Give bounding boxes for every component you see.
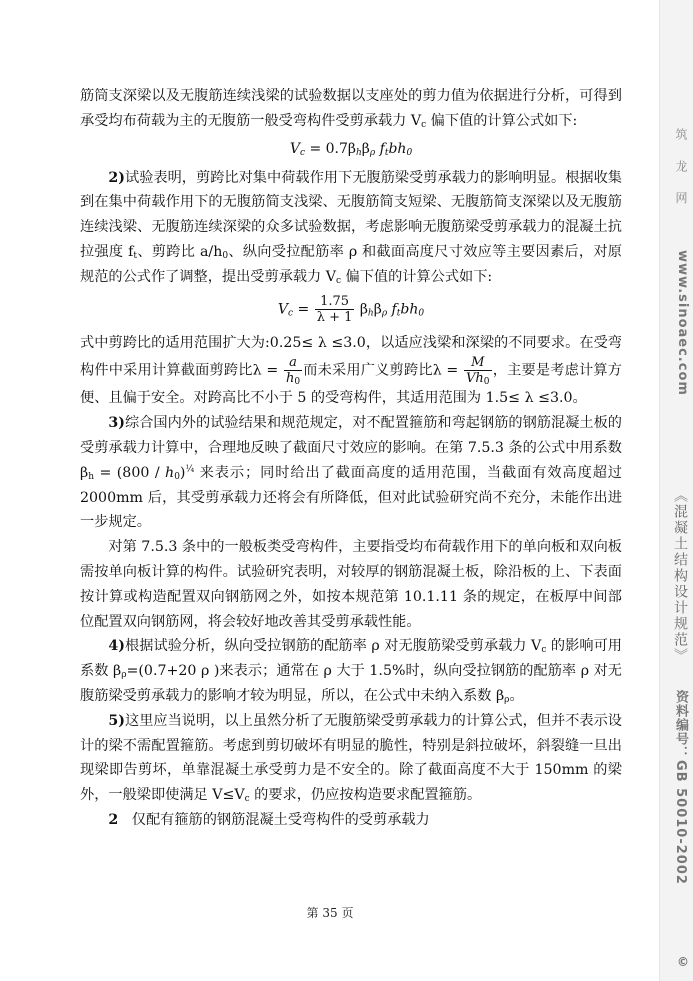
paragraph-6: 4)根据试验分析，纵向受拉钢筋的配筋率 ρ 对无腹筋梁受剪承载力 $V_c$ 的影响可用系数 $\beta_\rho=(0.7+20$ ρ )来表示；通常在 ρ 大于 1.5%时，纵向受拉钢筋的配筋率 ρ 对无腹筋梁受剪承载力的影响才较为明显，所以，在公式中未纳入系数 $\beta_\rho$。 — [80, 638, 622, 705]
page-number: 第 35 页 — [306, 906, 354, 920]
equation-1: $V_c = 0.7\beta_h\beta_\rho$ $f_tbh_0$ — [289, 140, 413, 158]
equation-2: $V_c$ = $\frac{1.75}{\lambda + 1}$ $\beta_h\beta_\rho$ $f_tbh_0$ — [277, 293, 425, 325]
paragraph-2: 2)试验表明，剪跨比对集中荷载作用下无腹筋梁受剪承载力的影响明显。根据收集到在集中荷载作用下的无腹筋简支浅梁、无腹筋简支短梁、无腹筋简支深梁以及无腹筋连续浅梁、无腹筋连续深梁的众多试验数据，考虑影响无腹筋梁受剪承载力的混凝土抗拉强度 $f_t$、剪跨比 $a/h_0$、纵向受拉配筋率 ρ 和截面高度尺寸效应等主要因素后，对原规范的公式作了调整，提出受剪承载力 $V_c$ 偏下值的计算公式如下: — [80, 169, 622, 286]
sidebar-site-name: 筑 龙 网 — [674, 128, 688, 212]
paragraph-1: 筋筒支深梁以及无腹筋连续浅梁的试验数据以支座处的剪力值为依据进行分析，可得到承受均布荷载为主的无腹筋一般受弯构件受剪承载力 $V_c$ 偏下值的计算公式如下: — [80, 88, 622, 130]
paragraph-7: 5)这里应当说明，以上虽然分析了无腹筋梁受剪承载力的计算公式，但并不表示设计的梁不需配置箍筋。考虑到剪切破坏有明显的脆性，特别是斜拉破坏，斜裂缝一旦出现梁即告剪坏，单靠混凝土承受剪力是不安全的。除了截面高度不大于 150mm 的梁外，一般梁即使满足 $V\le V_c$ 的要求，仍应按构造要求配置箍筋。 — [80, 712, 622, 805]
paragraph-5: 对第 7.5.3 条中的一般板类受弯构件，主要指受均布荷载作用下的单向板和双向板需按单向板计算的构件。试验研究表明，对较厚的钢筋混凝土板，除沿板的上、下表面按计算或构造配置双向钢筋网之外，如按本规范第 10.1.11 条的规定，在板厚中间部位配置双向钢筋网，将会较好地改善其受剪承载性能。 — [80, 539, 622, 630]
sidebar-doc-code: 资料编号：GB 50010-2002 — [673, 690, 688, 885]
section-heading — [80, 808, 622, 833]
heading-number: 2 — [108, 811, 119, 828]
paragraph-4: 3)综合国内外的试验结果和规范规定，对不配置箍筋和弯起钢筋的钢筋混凝土板的受剪承载力计算中，合理地反映了截面尺寸效应的影响。在第 7.5.3 条的公式中用系数 $\beta_h = (800 / h_0)^{\frac{1}{4}}$ 来表示；同时给出了截面高度的适用范围，当截面有效高度超过 2000mm 后，其受剪承载力还将会有所降低，但对此试验研究尚不充分，未能作出进一步规定。 — [80, 415, 622, 531]
sidebar-url: www.sinoaec.com — [675, 250, 690, 396]
page-content — [80, 84, 622, 833]
fraction-1-75: $\frac{1.75}{\lambda + 1}$ — [316, 293, 353, 325]
sidebar — [659, 0, 693, 981]
sidebar-doc-title: 《混凝土结构设计规范》 — [672, 488, 688, 664]
heading-text: 仅配有箍筋的钢筋混凝土受弯构件的受剪承载力 — [131, 811, 430, 828]
sidebar-copyright: © — [676, 955, 690, 969]
paragraph-3: 式中剪跨比的适用范围扩大为:0.25≤ λ ≤3.0，以适应浅梁和深梁的不同要求。在受弯构件中采用计算截面剪跨比λ = $\frac{a}{h_0}$ 而未采用广义剪跨比λ = $\frac{M}{Vh_0}$ ，主要是考虑计算方便、且偏于安全。对跨高比不小于 5 的受弯构件，其适用范围为 1.5≤ λ ≤3.0。 — [80, 334, 622, 407]
